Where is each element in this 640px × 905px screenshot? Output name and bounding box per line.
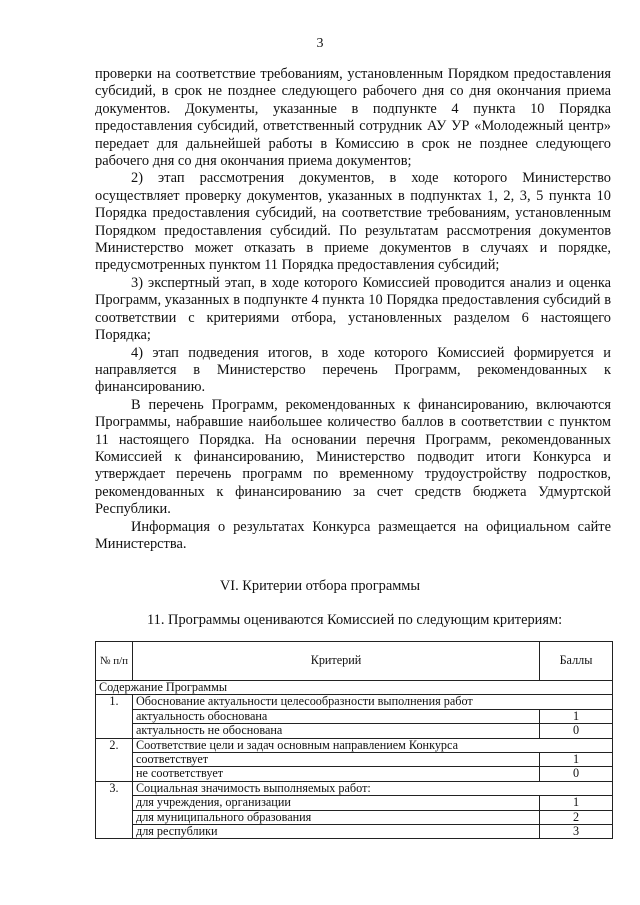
criterion-score: 1	[540, 753, 613, 767]
criterion-label: для республики	[133, 825, 540, 839]
table-row	[96, 796, 613, 810]
table-row	[96, 825, 613, 839]
group-num: 3.	[96, 781, 133, 839]
table-header-row	[96, 642, 613, 681]
criteria-intro: 11. Программы оцениваются Комиссией по следующим критериям:	[147, 612, 563, 628]
paragraph: Информация о результатах Конкурса размещается на официальном сайте Министерства.	[95, 518, 611, 552]
criterion-score: 2	[540, 810, 613, 824]
group-title: Обоснование актуальности целесообразности выполнения работ	[133, 695, 613, 709]
criterion-score: 0	[540, 767, 613, 781]
table-row	[96, 709, 613, 723]
criterion-score: 1	[540, 796, 613, 810]
paragraph: В перечень Программ, рекомендованных к финансированию, включаются Программы, набравшие наибольшее количество баллов в соответствии с пунктом 11 настоящего Порядка. На основании перечня Программ, рекомендованных Комиссией к финансированию, Министерство подводит итоги Конкурса и утверждает перечень программ по временному трудоустройству подростков, рекомендованных к финансированию за счет средств бюджета Удмуртской Республики.	[95, 396, 611, 518]
table-row	[96, 738, 613, 752]
criterion-score: 3	[540, 825, 613, 839]
criteria-table	[95, 641, 613, 839]
table-row	[96, 810, 613, 824]
table-row	[96, 681, 613, 695]
group-num: 1.	[96, 695, 133, 738]
criterion-label: не соответствует	[133, 767, 540, 781]
table-row	[96, 753, 613, 767]
header-num: № п/п	[96, 642, 133, 681]
criterion-score: 1	[540, 709, 613, 723]
table-row	[96, 695, 613, 709]
criterion-label: актуальность не обоснована	[133, 724, 540, 738]
table-row	[96, 781, 613, 795]
document-body	[95, 66, 611, 553]
group-num: 2.	[96, 738, 133, 781]
page-number: 3	[316, 36, 324, 51]
section-title: VI. Критерии отбора программы	[219, 578, 421, 594]
group-title: Соответствие цели и задач основным направлением Конкурса	[133, 738, 613, 752]
criterion-label: соответствует	[133, 753, 540, 767]
criterion-label: для учреждения, организации	[133, 796, 540, 810]
table-row	[96, 767, 613, 781]
criterion-label: актуальность обоснована	[133, 709, 540, 723]
paragraph: 2) этап рассмотрения документов, в ходе которого Министерство осуществляет проверку документов, указанных в подпунктах 1, 2, 3, 5 пункта 10 Порядка предоставления субсидий, на соответствие требованиям, установленным Порядком предоставления субсидий. По результатам рассмотрения документов Министерство может отказать в приеме документов в случаях и порядке, предусмотренных пунктом 11 Порядка предоставления субсидий;	[95, 170, 611, 274]
paragraph: проверки на соответствие требованиям, установленным Порядком предоставления субсидий, в срок не позднее следующего рабочего дня со дня окончания приема документов. Документы, указанные в подпункте 4 пункта 10 Порядка предоставления субсидий, ответственный сотрудник АУ УР «Молодежный центр» передает для дальнейшей работы в Комиссию в срок не позднее следующего рабочего дня со дня окончания приема документов;	[95, 66, 611, 170]
header-score: Баллы	[540, 642, 613, 681]
table-row	[96, 724, 613, 738]
header-criterion: Критерий	[133, 642, 540, 681]
group-title: Социальная значимость выполняемых работ:	[133, 781, 613, 795]
paragraph: 3) экспертный этап, в ходе которого Комиссией проводится анализ и оценка Программ, указанных в подпункте 4 пункта 10 Порядка предоставления субсидий в соответствии с критериями отбора, установленных разделом 6 настоящего Порядка;	[95, 274, 611, 344]
paragraph: 4) этап подведения итогов, в ходе которого Комиссией формируется и направляется в Министерство перечень Программ, рекомендованных к финансированию.	[95, 344, 611, 396]
content-label: Содержание Программы	[96, 681, 613, 695]
criterion-score: 0	[540, 724, 613, 738]
criterion-label: для муниципального образования	[133, 810, 540, 824]
